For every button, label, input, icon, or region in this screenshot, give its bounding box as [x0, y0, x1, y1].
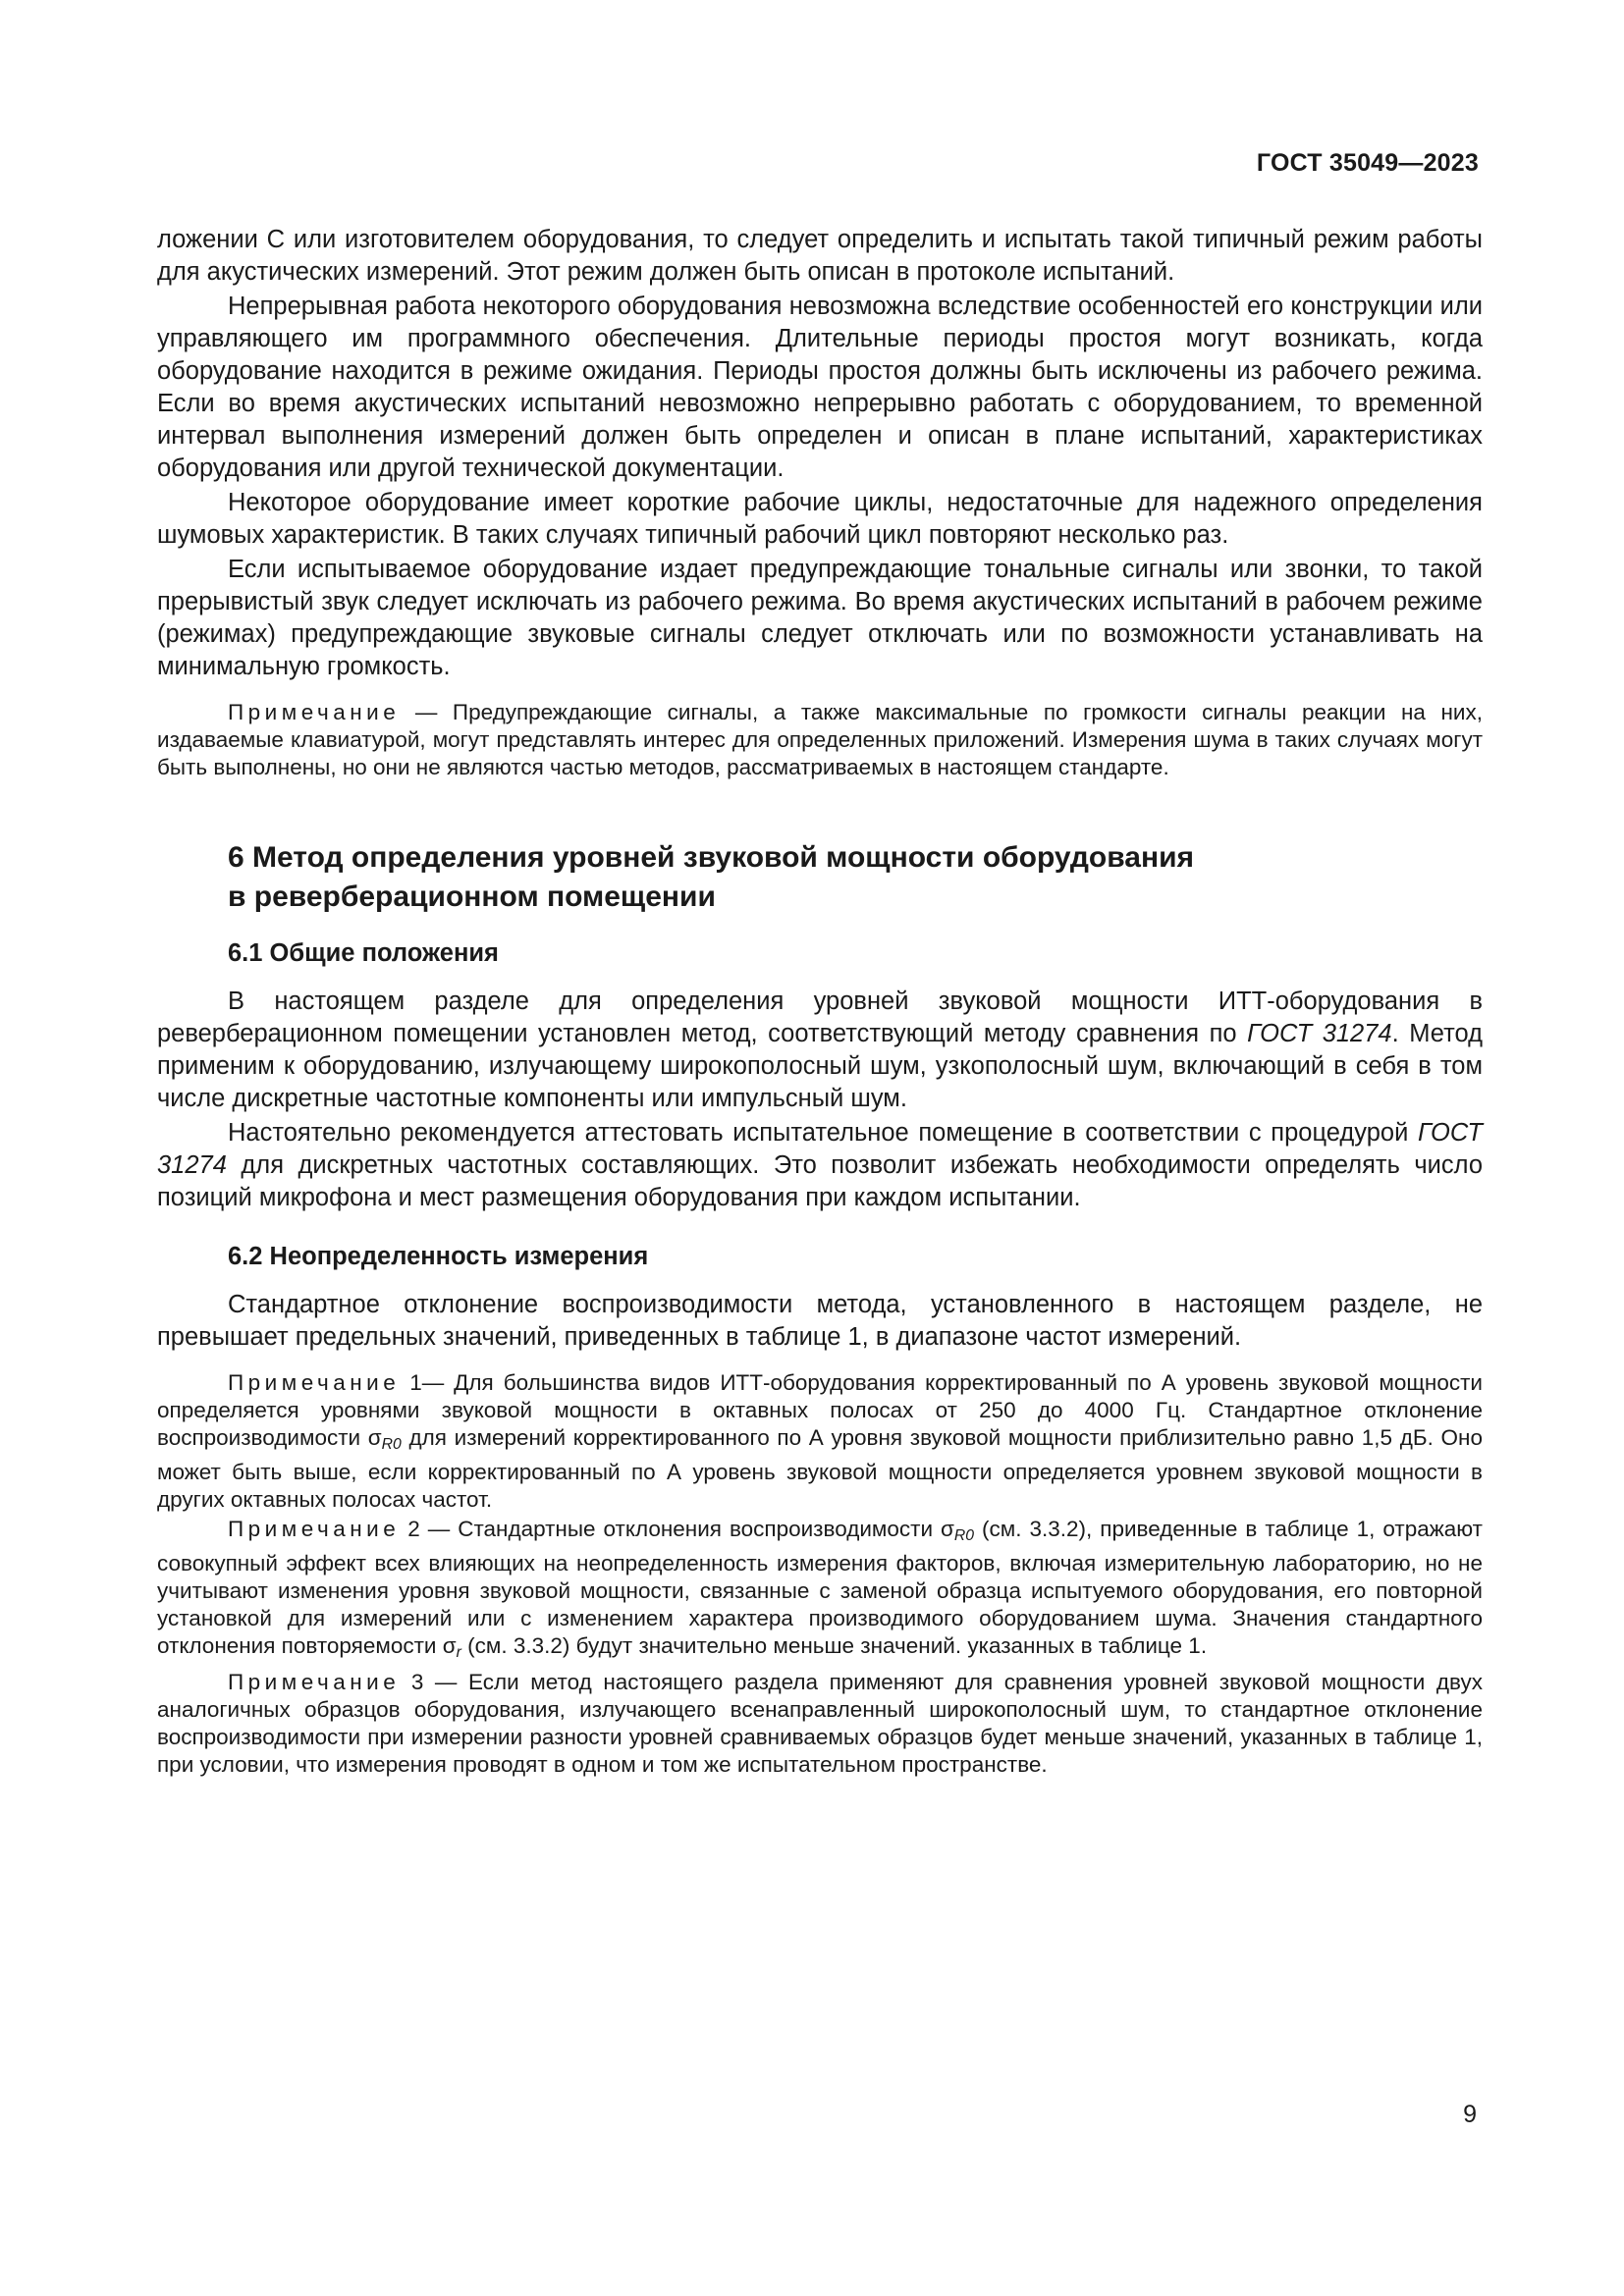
note-1: Примечание 1— Для большинства видов ИТТ-оборудования корректированный по А уровень звуковой мощности определяется уровнями звуковой мощности в октавных полосах от 250 до 4000 Гц. Стандартное отклонение воспроизводимости $\sigma_{R0}$ для измерений корректированного по А уровня звуковой мощности приблизительно равно 1,5 дБ. Оно может быть выше, если корректированный по А уровень звуковой мощности определяется уровнем звуковой мощности в других октавных полосах частот.	[157, 1370, 1483, 1512]
note-label: Примечание	[228, 700, 401, 724]
paragraph-continuation: ложении С или изготовителем оборудования, то следует определить и испытать такой типичный режим работы для акустических измерений. Этот режим должен быть описан в протоколе испытаний.	[157, 226, 1483, 286]
note-2: Примечание 2 — Стандартные отклонения воспроизводимости $\sigma_{R0}$ (см. 3.3.2), приведенные в таблице 1, отражают совокупный эффект всех влияющих на неопределенность измерения факторов, включая измерительную лабораторию, но не учитывают изменения уровня звуковой мощности, связанные с заменой образца испытуемого оборудования, его повторной установкой для измерений или с изменением характера производимого оборудованием шума. Значения стандартного отклонения повторяемости $\sigma_r$ (см. 3.3.2) будут значительно меньше значений. указанных в таблице 1.	[157, 1516, 1483, 1661]
paragraph: В настоящем разделе для определения уровней звуковой мощности ИТТ-оборудования в реверберационном помещении установлен метод, соответствующий методу сравнения по ГОСТ 31274. Метод применим к оборудованию, излучающему широкополосный шум, узкополосный шум, включающий в себя в том числе дискретные частотные компоненты или импульсный шум.	[157, 988, 1483, 1112]
reference: ГОСТ 31274	[1247, 1020, 1392, 1047]
page-number: 9	[1463, 2101, 1477, 2128]
note-3: Примечание 3 — Если метод настоящего раздела применяют для сравнения уровней звуковой мощности двух аналогичных образцов оборудования, излучающего всенаправленный широкополосный шум, то стандартное отклонение воспроизводимости при измерении разности уровней сравниваемых образцов будет меньше значений, указанных в таблице 1, при условии, что измерения проводят в одном и том же испытательном пространстве.	[157, 1669, 1483, 1777]
paragraph: Стандартное отклонение воспроизводимости метода, установленного в настоящем разделе, не превышает предельных значений, приведенных в таблице 1, в диапазоне частот измерений.	[157, 1291, 1483, 1351]
section-6-heading-line-1: 6 Метод определения уровней звуковой мощности оборудования	[228, 841, 1195, 874]
section-6-heading-line-2: в реверберационном помещении	[228, 881, 716, 913]
note-label: Примечание	[228, 1370, 401, 1395]
note	[157, 699, 1483, 781]
paragraph: Настоятельно рекомендуется аттестовать испытательное помещение в соответствии с процедурой ГОСТ 31274 для дискретных частотных составляющих. Это позволит избежать необходимости определять число позиций микрофона и мест размещения оборудования при каждом испытании.	[157, 1119, 1483, 1211]
section-6-1-heading: 6.1 Общие положения	[228, 939, 499, 967]
section-6-2-heading: 6.2 Неопределенность измерения	[228, 1243, 649, 1270]
reference: ГОСТ 31274	[157, 1119, 1483, 1179]
note-text: — Предупреждающие сигналы, а также максимальные по громкости сигналы реакции на них, издаваемые клавиатурой, могут представлять интерес для определенных приложений. Измерения шума в таких случаях могут быть выполнены, но они не являются частью методов, рассматриваемых в настоящем стандарте.	[157, 700, 1483, 779]
paragraph: Непрерывная работа некоторого оборудования невозможна вследствие особенностей его конструкции или управляющего им программного обеспечения. Длительные периоды простоя могут возникать, когда оборудование находится в режиме ожидания. Периоды простоя должны быть исключены из рабочего режима. Если во время акустических испытаний невозможно непрерывно работать с оборудованием, то временной интервал выполнения измерений должен быть определен и описан в плане испытаний, характеристиках оборудования или другой технической документации.	[157, 293, 1483, 482]
document-header: ГОСТ 35049—2023	[1256, 149, 1479, 177]
section-6-heading	[228, 838, 1483, 917]
note-label: Примечание	[228, 1516, 401, 1541]
paragraph: Если испытываемое оборудование издает предупреждающие тональные сигналы или звонки, то такой прерывистый звук следует исключать из рабочего режима. Во время акустических испытаний в рабочем режиме (режимах) предупреждающие звуковые сигналы следует отключать или по возможности устанавливать на минимальную громкость.	[157, 556, 1483, 680]
paragraph: Некоторое оборудование имеет короткие рабочие циклы, недостаточные для надежного определения шумовых характеристик. В таких случаях типичный рабочий цикл повторяют несколько раз.	[157, 489, 1483, 549]
note-label: Примечание	[228, 1669, 401, 1694]
document-body	[157, 224, 1483, 1779]
